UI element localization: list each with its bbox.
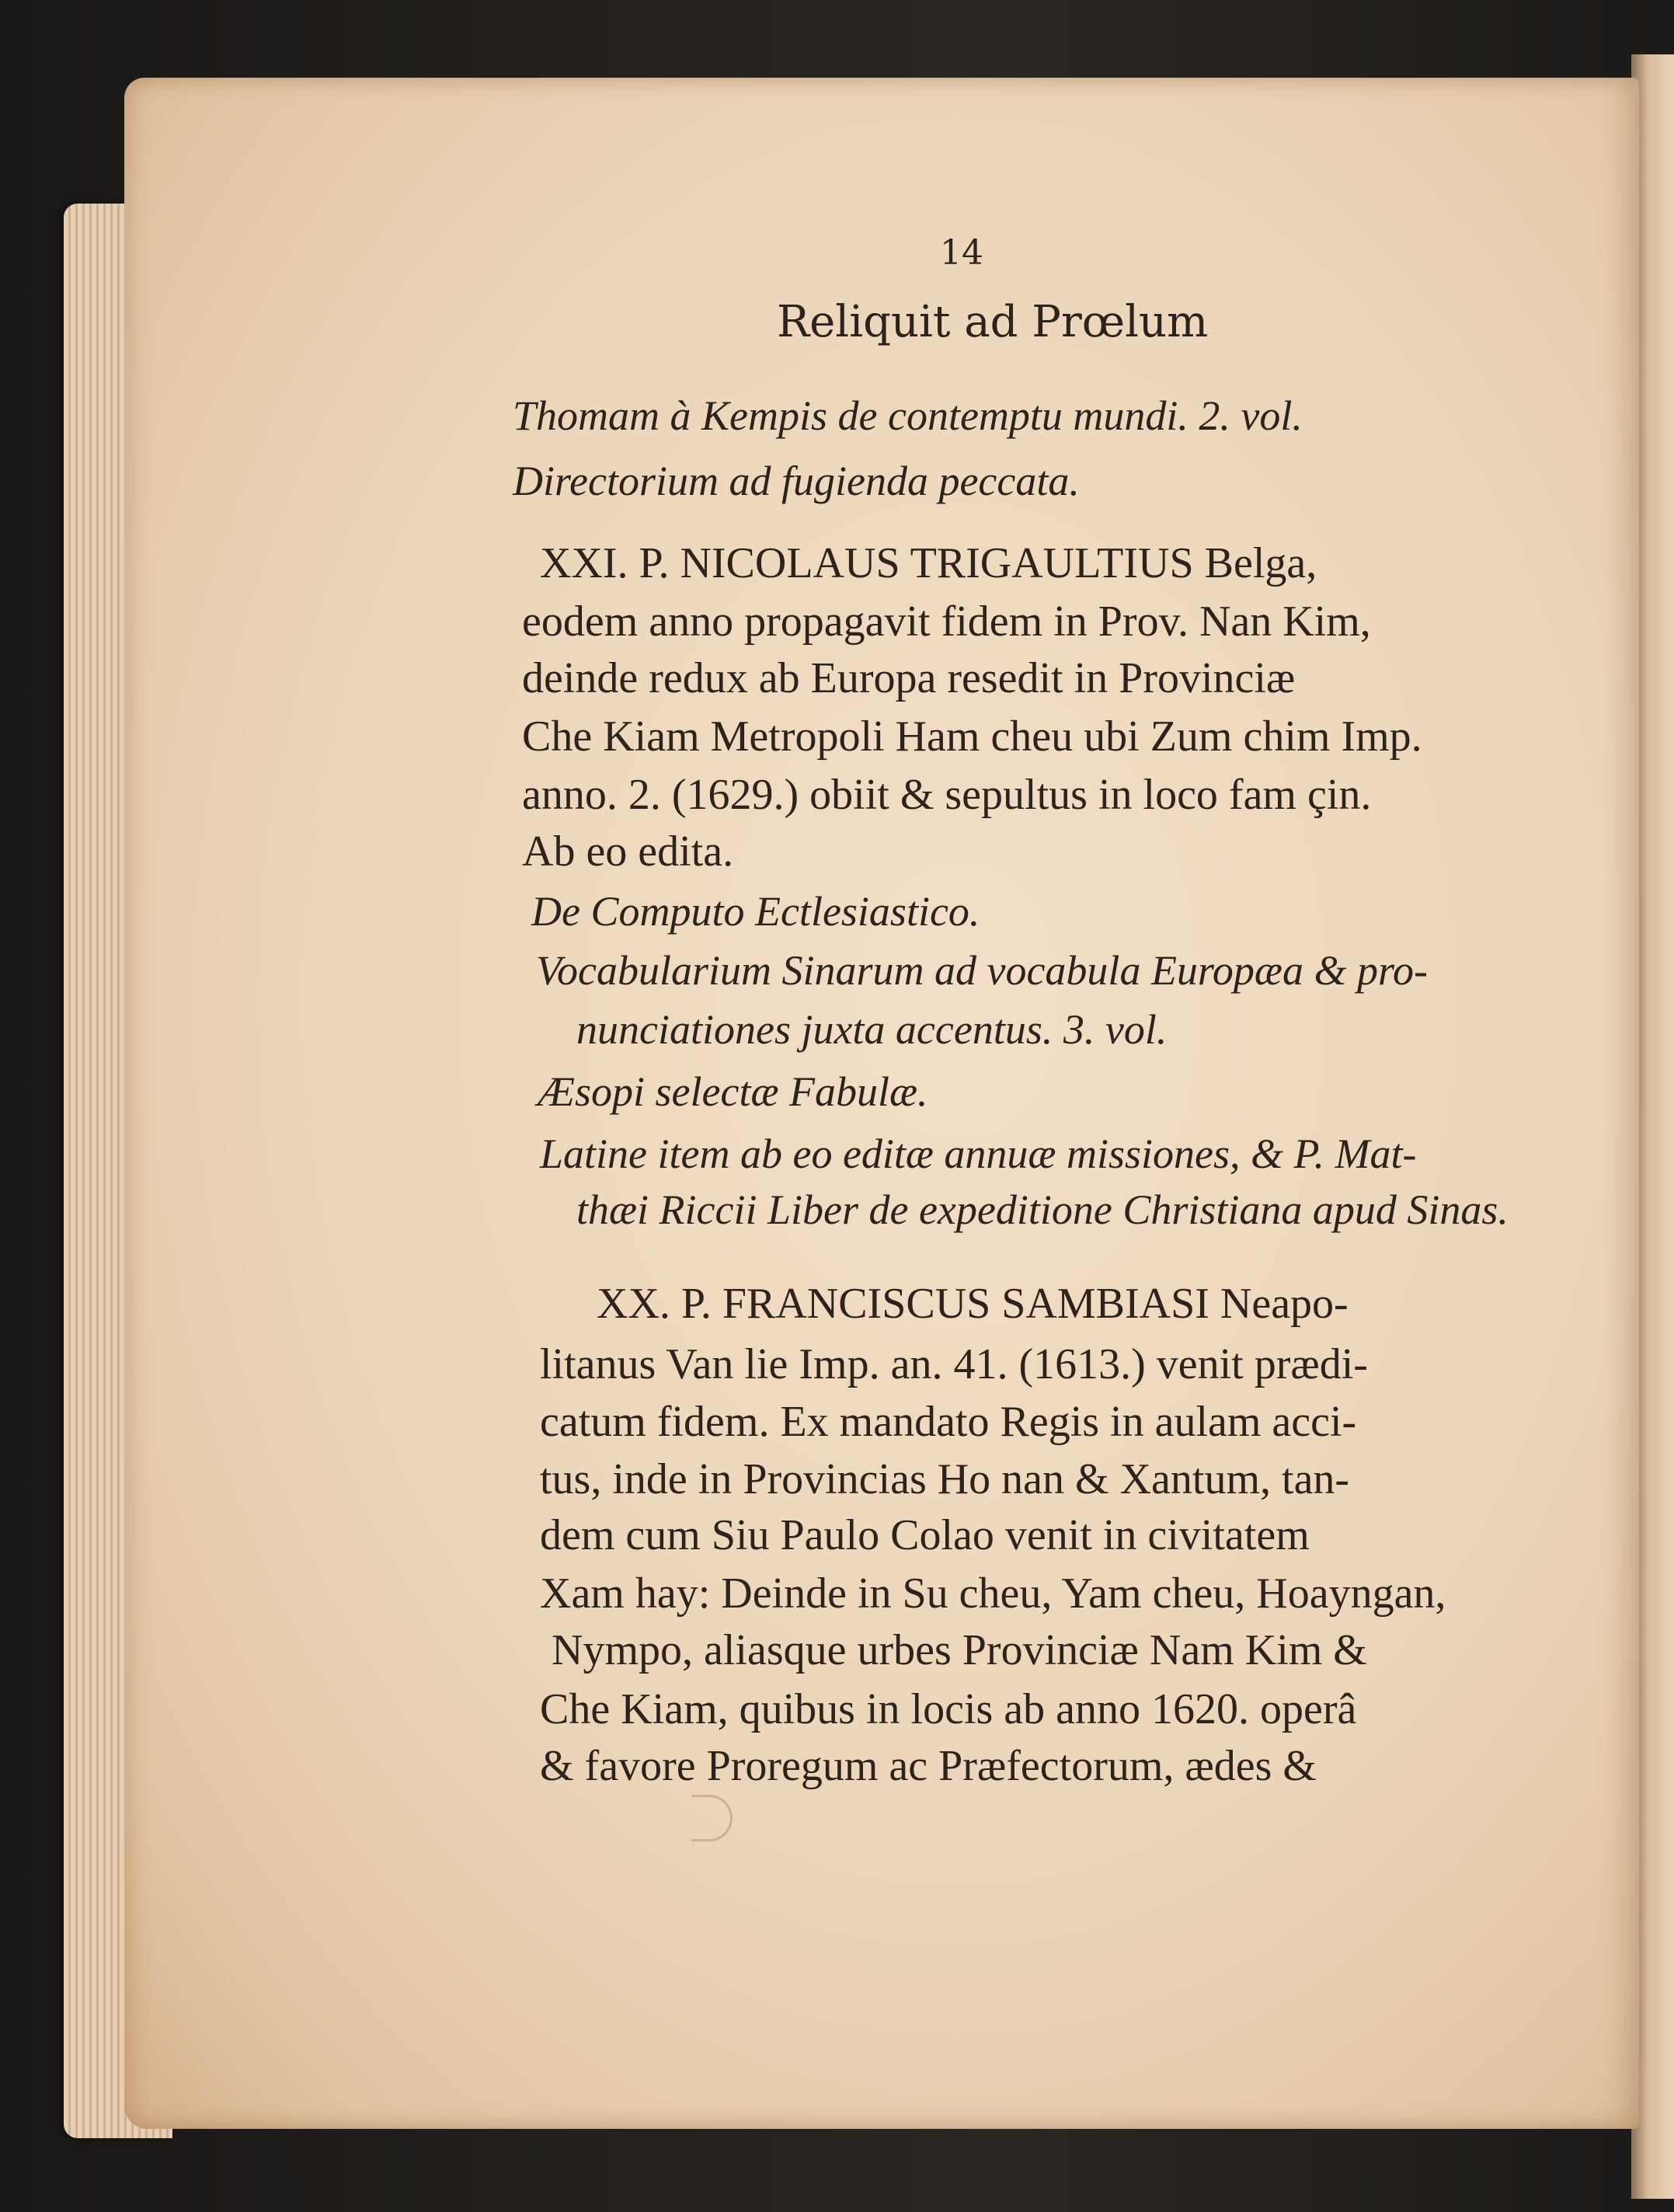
text-line: De Computo Ectlesiastico. [531, 888, 980, 935]
text-line: dem cum Siu Paulo Colao venit in civitatem [540, 1511, 1310, 1559]
running-head: Reliquit ad Prœlum [777, 297, 1209, 347]
text-line: Vocabularium Sinarum ad vocabula Europæa & pro- [536, 947, 1428, 994]
text-line: Directorium ad fugienda peccata. [513, 458, 1080, 504]
text-line: Nympo, aliasque urbes Provinciæ Nam Kim & [552, 1626, 1367, 1674]
text-line: Æsopi selectæ Fabulæ. [538, 1068, 928, 1115]
text-line: deinde redux ab Europa resedit in Provinciæ [522, 654, 1296, 702]
text-line: XXI. P. NICOLAUS TRIGAULTIUS Belga, [540, 539, 1317, 587]
text-line: XX. P. FRANCISCUS SAMBIASI Neapo- [597, 1280, 1349, 1328]
text-line: Thomam à Kempis de contemptu mundi. 2. vol. [513, 392, 1303, 439]
text-line: Ab eo edita. [522, 827, 734, 876]
text-line: tus, inde in Provincias Ho nan & Xantum, tan- [540, 1455, 1350, 1503]
text-line: Che Kiam Metropoli Ham cheu ubi Zum chim Imp. [522, 712, 1422, 761]
text-line: & favore Proregum ac Præfectorum, ædes & [540, 1742, 1317, 1790]
text-line: Che Kiam, quibus in locis ab anno 1620. operâ [540, 1685, 1357, 1733]
text-line: anno. 2. (1629.) obiit & sepultus in loco fam çin. [522, 771, 1372, 819]
text-line: nunciationes juxta accentus. 3. vol. [576, 1006, 1168, 1053]
text-line: Latine item ab eo editæ annuæ missiones, & P. Mat- [540, 1130, 1417, 1177]
page-number: 14 [940, 233, 983, 273]
text-line: eodem anno propagavit fidem in Prov. Nan Kim, [522, 597, 1371, 646]
text-line: litanus Van lie Imp. an. 41. (1613.) venit prædi- [540, 1340, 1368, 1388]
text-line: Xam hay: Deinde in Su cheu, Yam cheu, Hoayngan, [540, 1569, 1446, 1618]
text-line: thæi Riccii Liber de expeditione Christiana apud Sinas. [576, 1186, 1509, 1233]
text-line: catum fidem. Ex mandato Regis in aulam acci- [540, 1398, 1357, 1446]
